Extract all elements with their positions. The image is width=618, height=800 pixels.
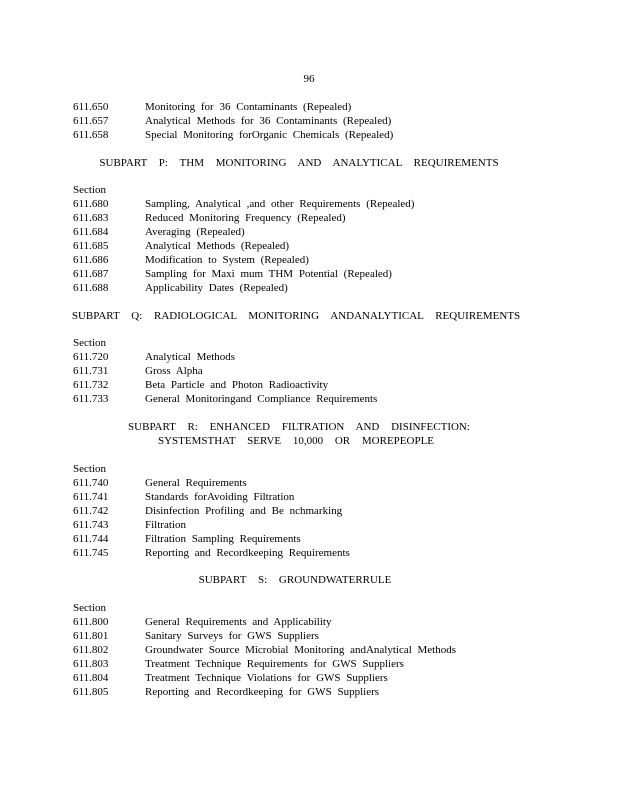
- section-number: 611.732: [73, 379, 109, 391]
- section-list-subpart-q: [73, 336, 553, 406]
- section-number: 611.687: [73, 268, 109, 280]
- section-title: Standards forAvoiding Filtration: [145, 491, 295, 503]
- list-item: [73, 267, 553, 281]
- list-item: [73, 281, 553, 295]
- section-number: 611.680: [73, 198, 109, 210]
- section-list-subpart-s: [73, 601, 553, 699]
- section-number: 611.740: [73, 477, 109, 489]
- section-number: 611.658: [73, 129, 109, 141]
- section-title: Applicability Dates (Repealed): [145, 282, 288, 294]
- section-title: Treatment Technique Requirements for GWS Suppliers: [145, 658, 404, 670]
- list-item: [73, 532, 553, 546]
- list-item: [73, 685, 553, 699]
- list-item: [73, 100, 553, 114]
- list-item: [73, 490, 553, 504]
- section-list-repealed-top: [73, 100, 553, 142]
- list-item: [73, 364, 553, 378]
- section-number: 611.743: [73, 519, 109, 531]
- section-number: 611.686: [73, 254, 109, 266]
- section-number: 611.745: [73, 547, 109, 559]
- section-title: Sampling, Analytical ,and other Requirements (Repealed): [145, 198, 415, 210]
- section-title: Modification to System (Repealed): [145, 254, 309, 266]
- section-number: 611.657: [73, 115, 109, 127]
- section-title: Analytical Methods (Repealed): [145, 240, 290, 252]
- list-item: [73, 253, 553, 267]
- section-number: 611.805: [73, 686, 109, 698]
- section-title: Treatment Technique Violations for GWS Suppliers: [145, 672, 388, 684]
- section-number: 611.650: [73, 101, 109, 113]
- section-title: Special Monitoring forOrganic Chemicals (Repealed): [145, 129, 394, 141]
- list-item: [73, 128, 553, 142]
- section-number: 611.800: [73, 616, 109, 628]
- subpart-r-heading-line1: SUBPART R: ENHANCED FILTRATION AND DISINFECTION:: [128, 421, 470, 433]
- section-label: Section: [73, 184, 106, 196]
- subpart-r-heading-line2: SYSTEMSTHAT SERVE 10,000 OR MOREPEOPLE: [157, 435, 435, 447]
- page-number: 96: [303, 73, 315, 85]
- list-item: [73, 239, 553, 253]
- section-number: 611.688: [73, 282, 109, 294]
- section-title: Sanitary Surveys for GWS Suppliers: [145, 630, 319, 642]
- section-number: 611.683: [73, 212, 109, 224]
- section-number: 611.733: [73, 393, 109, 405]
- list-item: [73, 671, 553, 685]
- section-title: General Monitoringand Compliance Requirements: [145, 393, 378, 405]
- section-title: Groundwater Source Microbial Monitoring andAnalytical Methods: [145, 644, 457, 656]
- section-title: Beta Particle and Photon Radioactivity: [145, 379, 329, 391]
- list-item: [73, 225, 553, 239]
- section-title: Gross Alpha: [145, 365, 203, 377]
- subpart-q-heading: SUBPART Q: RADIOLOGICAL MONITORING ANDANALYTICAL REQUIREMENTS: [71, 310, 521, 322]
- list-item: [73, 629, 553, 643]
- section-number: 611.744: [73, 533, 109, 545]
- section-title: Sampling for Maxi mum THM Potential (Repealed): [145, 268, 392, 280]
- list-item: [73, 518, 553, 532]
- subpart-p-heading: SUBPART P: THM MONITORING AND ANALYTICAL REQUIREMENTS: [99, 157, 499, 169]
- section-title: Filtration: [145, 519, 186, 531]
- section-title: Reporting and Recordkeeping for GWS Suppliers: [145, 686, 380, 698]
- list-item: [73, 350, 553, 364]
- section-label: Section: [73, 602, 106, 614]
- list-item: [73, 476, 553, 490]
- section-label: Section: [73, 337, 106, 349]
- list-item: [73, 378, 553, 392]
- subpart-s-heading: SUBPART S: GROUNDWATERRULE: [198, 574, 392, 586]
- list-item: [73, 657, 553, 671]
- section-title: Monitoring for 36 Contaminants (Repealed): [145, 101, 352, 113]
- section-number: 611.685: [73, 240, 109, 252]
- list-item: [73, 114, 553, 128]
- section-title: Averaging (Repealed): [145, 226, 245, 238]
- list-item: [73, 197, 553, 211]
- list-item: [73, 211, 553, 225]
- section-list-subpart-p: [73, 183, 553, 295]
- section-number: 611.741: [73, 491, 109, 503]
- list-item: [73, 643, 553, 657]
- section-number: 611.803: [73, 658, 109, 670]
- section-title: Disinfection Profiling and Be nchmarking: [145, 505, 343, 517]
- section-number: 611.731: [73, 365, 109, 377]
- list-item: [73, 546, 553, 560]
- section-label: Section: [73, 463, 106, 475]
- section-number: 611.742: [73, 505, 109, 517]
- list-item: [73, 392, 553, 406]
- section-title: Reduced Monitoring Frequency (Repealed): [145, 212, 346, 224]
- section-title: General Requirements and Applicability: [145, 616, 332, 628]
- section-title: Filtration Sampling Requirements: [145, 533, 301, 545]
- list-item: [73, 615, 553, 629]
- section-number: 611.720: [73, 351, 109, 363]
- section-title: General Requirements: [145, 477, 247, 489]
- section-title: Analytical Methods for 36 Contaminants (Repealed): [145, 115, 392, 127]
- section-number: 611.804: [73, 672, 109, 684]
- section-title: Analytical Methods: [145, 351, 236, 363]
- section-list-subpart-r: [73, 462, 553, 560]
- section-title: Reporting and Recordkeeping Requirements: [145, 547, 350, 559]
- section-number: 611.801: [73, 630, 109, 642]
- section-number: 611.684: [73, 226, 109, 238]
- list-item: [73, 504, 553, 518]
- section-number: 611.802: [73, 644, 109, 656]
